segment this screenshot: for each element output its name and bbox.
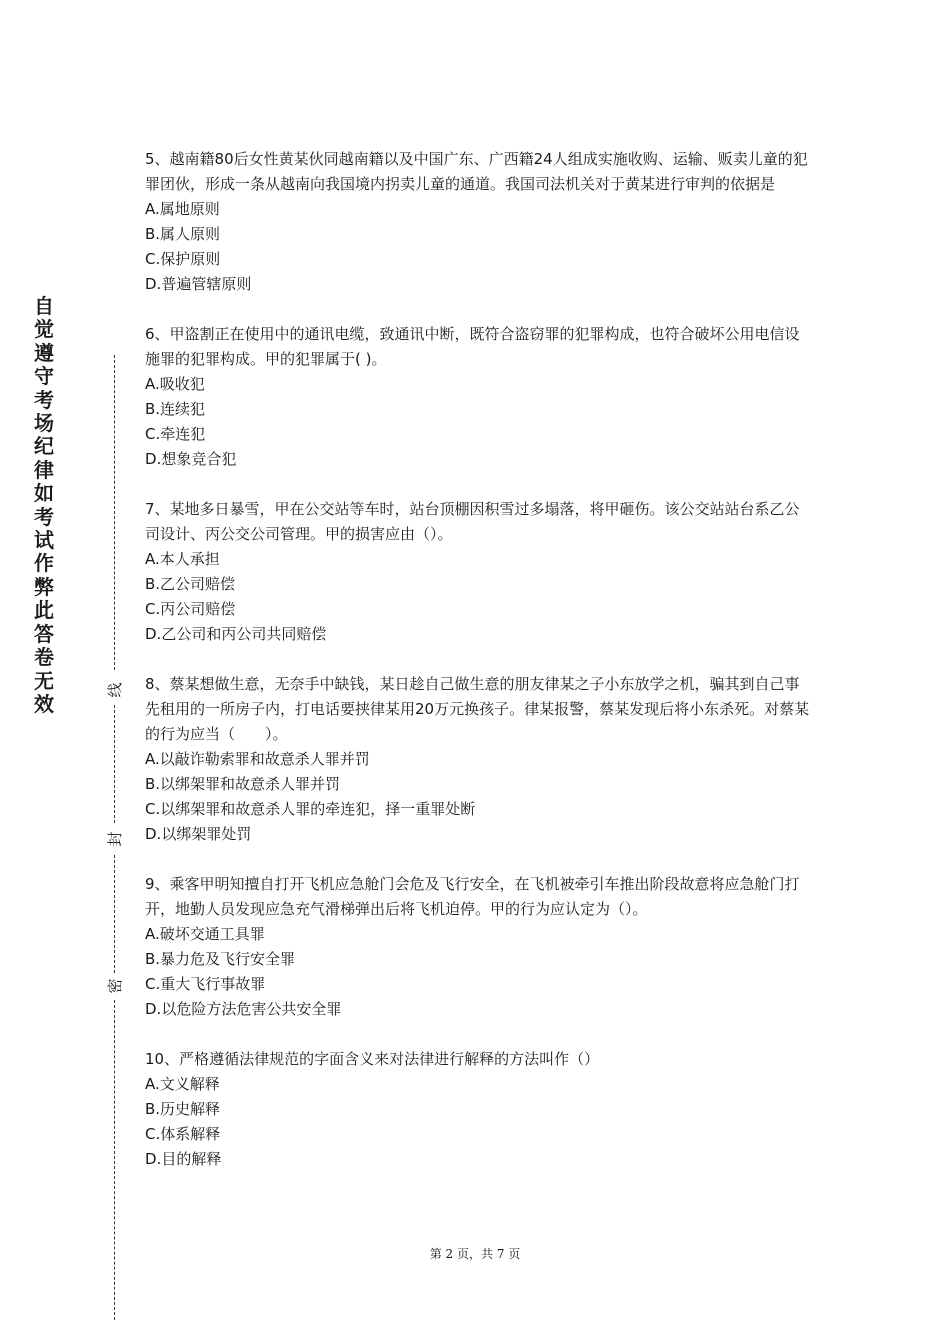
option-c: C.以绑架罪和故意杀人罪的牵连犯，择一重罪处断	[145, 800, 476, 818]
option-d: D.以危险方法危害公共安全罪	[145, 1000, 342, 1018]
option-b: B.连续犯	[145, 400, 206, 418]
question-list	[145, 147, 810, 1197]
option-a: A.属地原则	[145, 200, 220, 218]
question-6	[145, 322, 810, 472]
question-8	[145, 672, 810, 847]
option-d: D.目的解释	[145, 1150, 222, 1168]
option-c: C.重大飞行事故罪	[145, 975, 266, 993]
option-d: D.乙公司和丙公司共同赔偿	[145, 625, 327, 643]
binding-cut-line-bottom	[114, 1000, 115, 1320]
option-b: B.以绑架罪和故意杀人罪并罚	[145, 775, 341, 793]
question-stem: 10、严格遵循法律规范的字面含义来对法律进行解释的方法叫作（）	[145, 1050, 600, 1068]
question-stem: 7、某地多日暴雪，甲在公交站等车时，站台顶棚因积雪过多塌落，将甲砸伤。该公交站站台系乙公司设计、丙公交公司管理。甲的损害应由（）。	[145, 500, 800, 543]
question-9	[145, 872, 810, 1022]
exam-discipline-warning: 自觉遵守考场纪律如考试作弊此答卷无效	[34, 294, 54, 716]
option-d: D.普遍管辖原则	[145, 275, 252, 293]
option-a: A.破坏交通工具罪	[145, 925, 265, 943]
option-c: C.丙公司赔偿	[145, 600, 236, 618]
option-a: A.以敲诈勒索罪和故意杀人罪并罚	[145, 750, 370, 768]
binding-label-line: 线	[106, 682, 124, 698]
option-a: A.本人承担	[145, 550, 220, 568]
binding-cut-line-middle	[114, 705, 115, 823]
page-number-footer: 第 2 页，共 7 页	[429, 1247, 521, 1261]
option-c: C.牵连犯	[145, 425, 206, 443]
option-c: C.体系解释	[145, 1125, 221, 1143]
question-7	[145, 497, 810, 647]
option-c: C.保护原则	[145, 250, 221, 268]
question-stem: 9、乘客甲明知擅自打开飞机应急舱门会危及飞行安全，在飞机被牵引车推出阶段故意将应急舱门打开，地勤人员发现应急充气滑梯弹出后将飞机迫停。甲的行为应认定为（）。	[145, 875, 800, 918]
question-stem: 5、越南籍80后女性黄某伙同越南籍以及中国广东、广西籍24人组成实施收购、运输、贩卖儿童的犯罪团伙，形成一条从越南向我国境内拐卖儿童的通道。我国司法机关对于黄某进行审判的依据是	[145, 150, 808, 193]
option-b: B.暴力危及飞行安全罪	[145, 950, 296, 968]
question-stem: 6、甲盗割正在使用中的通讯电缆，致通讯中断，既符合盗窃罪的犯罪构成，也符合破坏公用电信设施罪的犯罪构成。甲的犯罪属于( )。	[145, 325, 800, 368]
question-5	[145, 147, 810, 297]
option-d: D.想象竞合犯	[145, 450, 237, 468]
question-10	[145, 1047, 810, 1172]
option-d: D.以绑架罪处罚	[145, 825, 252, 843]
binding-cut-line-lower	[114, 855, 115, 973]
option-a: A.文义解释	[145, 1075, 220, 1093]
binding-cut-line-top	[114, 355, 115, 670]
question-stem: 8、蔡某想做生意，无奈手中缺钱，某日趁自己做生意的朋友律某之子小东放学之机，骗其到自己事先租用的一所房子内，打电话要挟律某用20万元换孩子。律某报警，蔡某发现后将小东杀死。对蔡某的行为应当（ ）。	[145, 675, 810, 743]
option-b: B.乙公司赔偿	[145, 575, 236, 593]
binding-label-seal: 封	[106, 831, 124, 847]
binding-label-secret: 密	[106, 978, 124, 994]
option-b: B.历史解释	[145, 1100, 221, 1118]
option-b: B.属人原则	[145, 225, 221, 243]
option-a: A.吸收犯	[145, 375, 205, 393]
